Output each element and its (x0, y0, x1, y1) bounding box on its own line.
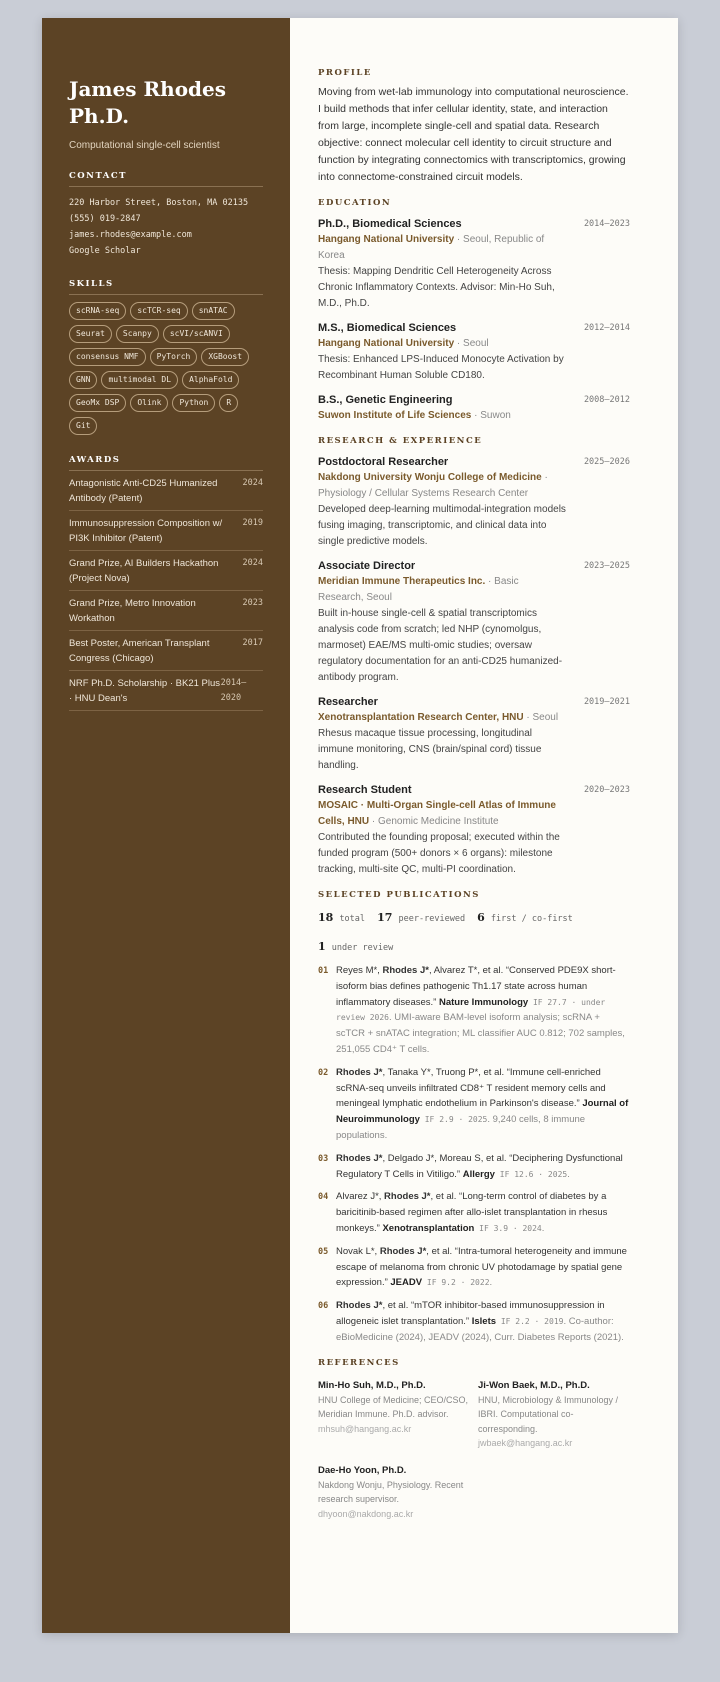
skill-chip: R (219, 394, 238, 412)
pub-citation (336, 1244, 630, 1291)
pub-number: 03 (318, 1153, 329, 1164)
entry-description: Contributed the founding proposal; executed within the funded program (500+ donors × 6 organs): milestone tracking, multi-site QC, multi-PI coordination. (318, 832, 560, 875)
pub-meta: IF 3.9 · 2024 (474, 1223, 542, 1233)
entry-title: Research Student (318, 784, 412, 796)
pub-authors-pre: Novak L*, (336, 1245, 380, 1257)
entry-title: B.S., Genetic Engineering (318, 394, 453, 406)
contact-address: 220 Harbor Street, Boston, MA 02135 (69, 198, 249, 208)
education-entry (318, 320, 630, 384)
entry-org (318, 574, 563, 606)
education-heading: EDUCATION (318, 198, 392, 208)
skill-chip: snATAC (192, 302, 235, 320)
publication-stats-review (318, 939, 630, 956)
publication-item (318, 963, 630, 1058)
skill-chip: multimodal DL (101, 371, 178, 389)
publication-stats (318, 910, 630, 927)
skill-chip: PyTorch (150, 348, 198, 366)
pub-note: . (541, 1222, 545, 1234)
publication-item (318, 1298, 630, 1345)
pub-note: . (567, 1168, 570, 1180)
org-name: Xenotransplantation Research Center, HNU (318, 712, 524, 723)
awards-list (69, 471, 263, 711)
skill-chip: XGBoost (201, 348, 249, 366)
pub-author-self: Rhodes J* (379, 1245, 427, 1257)
org-name: Hangang National University (318, 234, 455, 245)
pub-title: , Tanaka Y*, Truong P*, et al. “Immune cell-enriched scRNA-seq unveils infiltrated CD8⁺ T resident memory cells and meningeal lymphatic endothelium in Parkinson's disease.” (336, 1066, 606, 1110)
skill-chip: Seurat (69, 325, 112, 343)
reference-item (478, 1378, 628, 1451)
award-year: 2024 (242, 478, 263, 488)
stat-review-label: under review (331, 943, 394, 953)
pub-authors-pre: Reyes M*, (336, 965, 383, 976)
publication-item (318, 1189, 630, 1236)
references-heading: REFERENCES (318, 1357, 400, 1368)
stat-first-count: 6 (477, 911, 485, 924)
stat-peer-label: peer-reviewed (398, 914, 466, 924)
contact-list (69, 195, 263, 259)
pub-note: . Co-author: eBioMedicine (2024), JEADV (2024), Curr. Diabetes Reports (2021). (336, 1315, 624, 1343)
research-entry (318, 558, 630, 686)
award-year: 2024 (242, 558, 263, 568)
pub-journal: JEADV (390, 1277, 423, 1289)
ref-detail: HNU, Microbiology & Immunology / IBRI. Computational co-corresponding. (478, 1394, 619, 1434)
pub-number: 02 (318, 1067, 329, 1078)
name-line-1: James Rhodes (69, 77, 227, 101)
awards-heading: AWARDS (69, 455, 263, 471)
pub-meta: IF 2.9 · 2025 (419, 1115, 488, 1125)
award-year: 2023 (242, 598, 263, 608)
pub-citation (336, 1065, 630, 1144)
skill-chip: Olink (130, 394, 168, 412)
pub-citation (336, 1151, 630, 1183)
ref-name: Dae-Ho Yoon, Ph.D. (318, 1464, 407, 1476)
entry-title: Ph.D., Biomedical Sciences (318, 218, 462, 230)
award-item (69, 511, 263, 551)
org-name: Suwon Institute of Life Sciences (318, 410, 472, 421)
pub-journal: Nature Immunology (438, 996, 529, 1008)
pub-number: 06 (318, 1301, 329, 1312)
pub-journal: Allergy (462, 1168, 495, 1180)
references-list (318, 1378, 630, 1522)
contact-email[interactable]: james.rhodes@example.com (69, 230, 192, 240)
entry-title: Researcher (318, 696, 378, 708)
award-title: Grand Prize, Metro Innovation Workathon (69, 598, 196, 624)
pub-journal: Islets (471, 1315, 497, 1327)
entry-org (318, 232, 563, 264)
skill-chip: GNN (69, 371, 97, 389)
award-title: NRF Ph.D. Scholarship · BK21 Plus · HNU Dean's (69, 678, 221, 704)
ref-detail: Nakdong Wonju, Physiology. Recent research supervisor. (318, 1479, 464, 1505)
sidebar (42, 18, 290, 1633)
org-name: Hangang National University (318, 338, 455, 349)
pub-title: , Delgado J*, Moreau S, et al. “Deciphering Dysfunctional Regulatory T Cells in Vitiligo.” (336, 1152, 623, 1180)
award-year: 2019 (242, 518, 263, 528)
pub-meta: IF 27.7 · under review 2026 (336, 997, 606, 1023)
pub-author-self: Rhodes J* (382, 965, 429, 976)
entry-years: 2025–2026 (583, 457, 630, 467)
entry-description: Rhesus macaque tissue processing, longitudinal immune monitoring, CNS (brain/spinal cord) tissue handling. (318, 728, 542, 771)
profile-text: Moving from wet-lab immunology into computational neuroscience. I build methods that infer cellular identity, state, and interaction from large, incomplete single-cell and spatial data. Research objective: connect molecular cell identity to circuit structure and function by integrating connectomics with transcriptomics, growing into connectome-constrained circuit models. (318, 86, 629, 183)
award-item (69, 591, 263, 631)
main-content (290, 18, 678, 1521)
stat-total-label: total (339, 914, 366, 924)
pub-title: , et al. “mTOR inhibitor-based immunosuppression in allogeneic islet transplantation.” (336, 1300, 605, 1327)
skill-chip: GeoMx DSP (69, 394, 126, 412)
entry-years: 2023–2025 (583, 561, 630, 571)
pub-meta: IF 2.2 · 2019 (496, 1316, 564, 1326)
entry-org (318, 336, 563, 352)
publications-heading: SELECTED PUBLICATIONS (318, 890, 480, 900)
entry-description: Thesis: Mapping Dendritic Cell Heterogeneity Across Chronic Inflammatory Contexts. Advisor: Min-Ho Suh, M.D., Ph.D. (318, 266, 555, 309)
profile-heading: PROFILE (318, 68, 372, 78)
skill-chip: scRNA-seq (69, 302, 126, 320)
pub-number: 01 (318, 966, 329, 976)
skill-chip: Scanpy (116, 325, 159, 343)
pub-title: , et al. “Intra-tumoral heterogeneity and immune escape of melanoma from chronic UV photodamage by spatial gene expression.” (336, 1245, 627, 1289)
pub-author-self: Rhodes J* (336, 1066, 383, 1078)
entry-description: Built in-house single-cell & spatial transcriptomics analysis code from scratch; led NHP (cynomolgus, marmoset) EAE/MS multi-omic studies; oversaw regulatory documentation for an anti-CD25 humanized-antibody program. (318, 608, 563, 683)
tagline: Computational single-cell scientist (69, 140, 220, 151)
skill-chip: Python (172, 394, 215, 412)
contact-phone[interactable]: (555) 019-2847 (69, 214, 141, 224)
pub-journal: Journal of Neuroimmunology (336, 1098, 629, 1126)
pub-number: 04 (318, 1192, 329, 1203)
entry-years: 2014–2023 (583, 219, 630, 229)
pub-meta: IF 12.6 · 2025 (494, 1169, 568, 1179)
org-location: · Seoul (523, 712, 559, 723)
skill-chip: scVI/scANVI (163, 325, 230, 343)
org-name: MOSAIC · Multi-Organ Single-cell Atlas of Immune Cells, HNU (318, 800, 556, 827)
ref-name: Ji-Won Baek, M.D., Ph.D. (478, 1379, 590, 1391)
entry-title: M.S., Biomedical Sciences (318, 322, 457, 334)
reference-item (318, 1378, 478, 1451)
skill-chip: Git (69, 417, 97, 435)
award-item (69, 471, 263, 511)
pub-author-self: Rhodes J* (336, 1300, 383, 1312)
award-year: 2017 (242, 638, 263, 648)
ref-email[interactable]: dhyoon@nakdong.ac.kr (318, 1508, 414, 1519)
ref-email[interactable]: mhsuh@hangang.ac.kr (318, 1423, 412, 1434)
publication-item (318, 1244, 630, 1291)
candidate-name (69, 76, 263, 130)
org-location: · Physiology / Cellular Systems Research Center (318, 472, 548, 499)
award-item (69, 551, 263, 591)
publication-item (318, 1151, 630, 1183)
stat-peer-count: 17 (377, 911, 393, 924)
pub-note: . UMI-aware BAM-level isoform analysis; scRNA + scTCR + snATAC integration; ML classifier AUC 0.812; 702 samples, 251,055 CD4⁺ T cells. (336, 1012, 625, 1055)
org-location: · Seoul, Republic of Korea (318, 234, 545, 261)
entry-years: 2019–2021 (583, 697, 630, 707)
entry-title: Associate Director (318, 560, 416, 572)
award-item (69, 631, 263, 671)
entry-org (318, 408, 563, 424)
reference-item (318, 1463, 478, 1522)
research-entry (318, 454, 630, 550)
contact-scholar-link[interactable]: Google Scholar (69, 246, 141, 256)
pub-journal: Xenotransplantation (382, 1222, 475, 1234)
entry-description: Developed deep-learning multimodal-integration models fusing imaging, transcriptomic, and clinical data into single predictive models. (318, 504, 566, 547)
skills-heading: SKILLS (69, 279, 263, 295)
ref-detail: HNU College of Medicine; CEO/CSO, Meridian Immune. Ph.D. advisor. (318, 1394, 469, 1420)
entry-org (318, 798, 563, 830)
org-location: · Basic Research, Seoul (318, 576, 519, 603)
ref-email[interactable]: jwbaek@hangang.ac.kr (478, 1438, 573, 1449)
education-entry (318, 216, 630, 312)
skill-chip: AlphaFold (182, 371, 239, 389)
pub-note: . 9,240 cells, 8 immune populations. (336, 1114, 586, 1141)
pub-authors-pre: Alvarez J*, (336, 1191, 385, 1203)
pub-meta: IF 9.2 · 2022 (422, 1278, 490, 1288)
pub-title: , et al. “Long-term control of diabetes by a baricitinib-based regimen after allo-islet transplantation in rhesus monkeys.” (336, 1191, 608, 1234)
entry-org (318, 470, 563, 502)
pub-number: 05 (318, 1246, 329, 1257)
skill-chip: scTCR-seq (130, 302, 187, 320)
stat-total-count: 18 (318, 911, 334, 924)
research-entry (318, 694, 630, 774)
stat-first-label: first / co-first (490, 914, 573, 924)
award-title: Immunosuppression Composition w/ PI3K Inhibitor (Patent) (69, 518, 223, 544)
skill-chip: consensus NMF (69, 348, 146, 366)
org-location: · Genomic Medicine Institute (369, 816, 499, 827)
pub-author-self: Rhodes J* (384, 1191, 431, 1203)
award-title: Best Poster, American Transplant Congress (Chicago) (69, 638, 210, 664)
org-name: Meridian Immune Therapeutics Inc. (318, 576, 486, 587)
publication-item (318, 1065, 630, 1144)
research-heading: RESEARCH & EXPERIENCE (318, 436, 483, 446)
ref-name: Min-Ho Suh, M.D., Ph.D. (318, 1379, 426, 1391)
award-title: Grand Prize, AI Builders Hackathon (Project Nova) (69, 558, 219, 584)
award-year: 2014–2020 (220, 678, 247, 703)
research-entry (318, 782, 630, 878)
award-title: Antagonistic Anti-CD25 Humanized Antibody (Patent) (69, 478, 218, 504)
pub-title: , Alvarez T*, et al. “Conserved PDE9X short-isoform bias defines pathogenic Th1.17 state across human inflammatory diseases.” (336, 965, 616, 1008)
stat-review-count: 1 (318, 940, 326, 953)
entry-years: 2020–2023 (583, 785, 630, 795)
org-location: · Suwon (471, 410, 511, 421)
name-line-2: Ph.D. (69, 104, 130, 128)
pub-citation (336, 1189, 630, 1236)
entry-years: 2008–2012 (583, 395, 630, 405)
education-entry (318, 392, 630, 424)
entry-years: 2012–2014 (583, 323, 630, 333)
pub-author-self: Rhodes J* (336, 1152, 383, 1164)
entry-title: Postdoctoral Researcher (318, 456, 449, 468)
skills-list (69, 302, 263, 435)
award-item (69, 671, 263, 711)
pub-citation (336, 1298, 630, 1345)
org-location: · Seoul (454, 338, 489, 349)
resume-page (42, 18, 678, 1633)
contact-heading: CONTACT (69, 171, 263, 187)
entry-description: Thesis: Enhanced LPS-Induced Monocyte Activation by Recombinant Human Soluble CD180. (318, 354, 564, 381)
pub-citation (336, 963, 630, 1058)
org-name: Nakdong University Wonju College of Medicine (318, 472, 542, 483)
entry-org (318, 710, 563, 726)
pub-note: . (489, 1277, 493, 1289)
